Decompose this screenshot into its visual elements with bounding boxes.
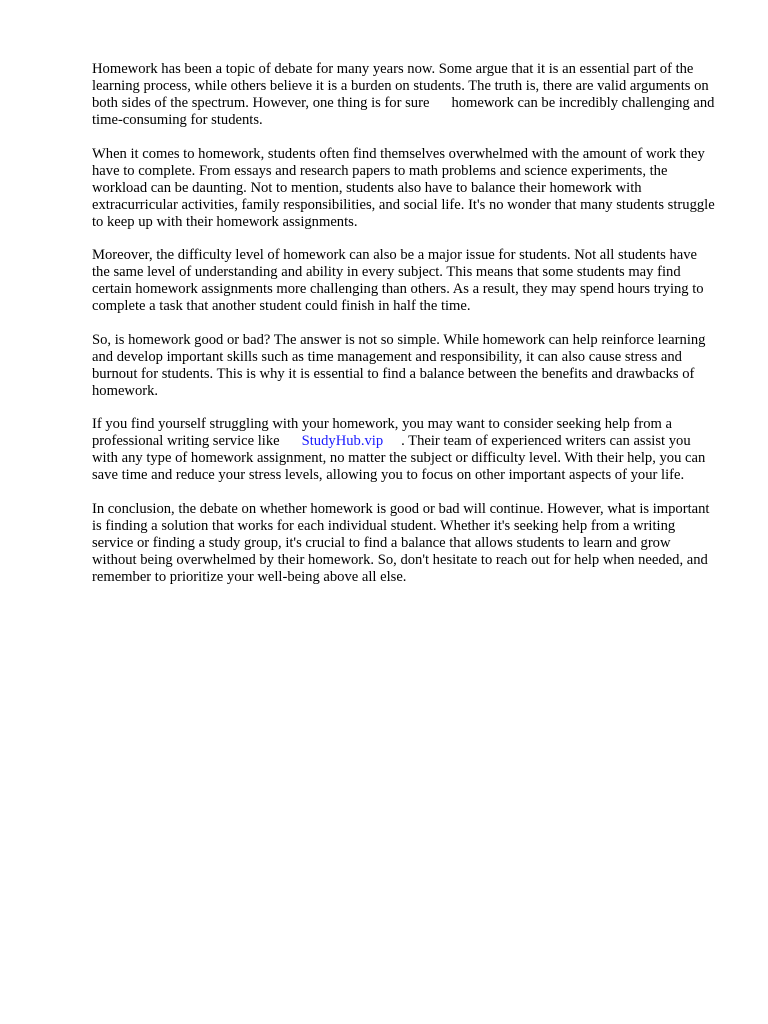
paragraph-intro-text-1: Homework has been a topic of debate for many years now. Some argue that it is an essential part of the learning process, while others believe it is a burden on students. The truth is, there are valid arguments on both sides of the spectrum. However, one thing is for sure [92,61,709,111]
paragraph-writing-service-text-1: If you find yourself struggling with your homework, you may want to consider seeking help from a professional writing service like [92,416,672,449]
studyhub-link[interactable]: StudyHub.vip [301,433,384,449]
paragraph-conclusion-text: In conclusion, the debate on whether homework is good or bad will continue. However, what is important is finding a solution that works for each individual student. Whether it's seeking help from a writing service or finding a study group, it's crucial to find a balance that allows students to learn and grow without being overwhelmed by their homework. So, don't hesitate to reach out for help when needed, and remember to prioritize your well-being above all else. [92,500,710,585]
paragraph-workload [92,146,718,231]
paragraph-difficulty-text: Moreover, the difficulty level of homework can also be a major issue for students. Not all students have the same level of understanding and ability in every subject. This means that some students may find certain homework assignments more challenging than others. As a result, they may spend hours trying to complete a task that another student could finish in half the time. [92,247,704,314]
paragraph-good-or-bad-text: So, is homework good or bad? The answer is not so simple. While homework can help reinforce learning and develop important skills such as time management and responsibility, it can also cause stress and burnout for students. This is why it is essential to find a balance between the benefits and drawbacks of homework. [92,331,706,399]
paragraph-good-or-bad [92,332,718,400]
paragraph-writing-service-text-2: . Their team of experienced writers can assist you with any type of homework assignment, no matter the subject or difficulty level. With their help, you can save time and reduce your stress levels, allowing you to focus on other important aspects of your life. [92,433,706,483]
paragraph-conclusion [92,501,718,586]
paragraph-difficulty [92,247,718,315]
paragraph-intro-text-2: homework can be incredibly challenging and time-consuming for students. [92,95,715,128]
paragraph-writing-service [92,416,718,484]
document-body [92,61,718,602]
paragraph-intro [92,61,718,129]
paragraph-workload-text: When it comes to homework, students often find themselves overwhelmed with the amount of work they have to complete. From essays and research papers to math problems and science experiments, the workload can be daunting. Not to mention, students also have to balance their homework with extracurricular activities, family responsibilities, and social life. It's no wonder that many students struggle to keep up with their homework assignments. [92,145,715,230]
